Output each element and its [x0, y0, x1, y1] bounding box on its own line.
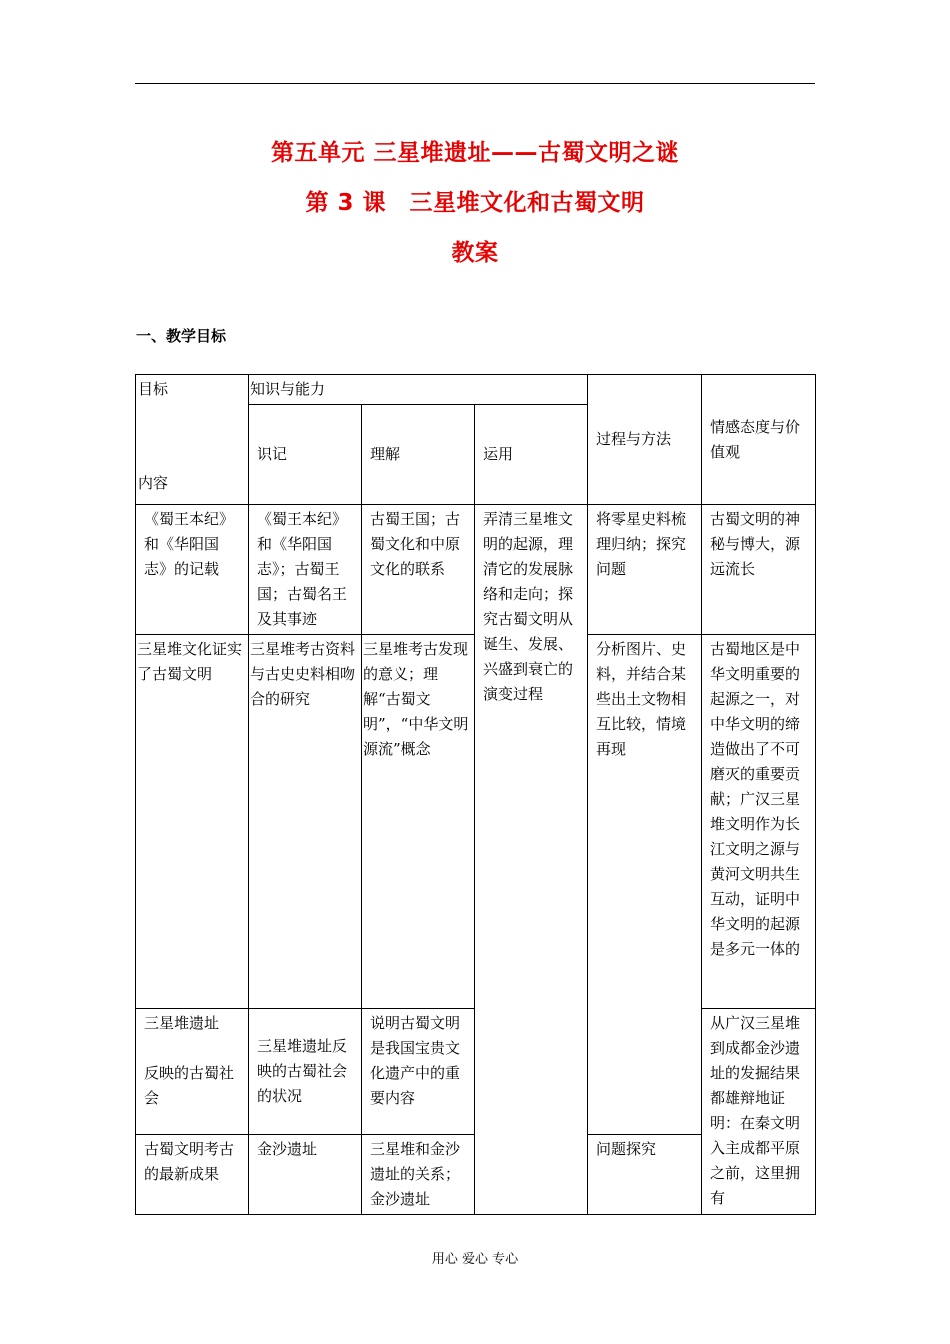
apply-cell: 弄清三星堆文明的起源，理清它的发展脉络和走向；探究古蜀文明从诞生、发展、兴盛到衰亡的演变过程	[475, 505, 588, 1215]
lesson-title: 第 3 课 三星堆文化和古蜀文明	[305, 190, 645, 216]
remember-cell: 三星堆遗址反映的古蜀社会的状况	[249, 1009, 362, 1135]
understand-cell: 说明古蜀文明是我国宝贵文化遗产中的重要内容	[362, 1009, 475, 1135]
content-cell: 三星堆遗址 反映的古蜀社会	[136, 1009, 249, 1135]
section-heading: 一、教学目标	[136, 327, 227, 345]
corner-label-content: 内容	[138, 474, 169, 492]
understand-cell: 三星堆考古发现的意义；理解“古蜀文明”，“中华文明源流”概念	[362, 635, 475, 1009]
content-cell: 《蜀王本纪》和《华阳国志》的记载	[136, 505, 249, 635]
unit-title: 第五单元 三星堆遗址——古蜀文明之谜	[270, 140, 679, 166]
remember-cell: 《蜀王本纪》和《华阳国志》；古蜀王国；古蜀名王及其事迹	[249, 505, 362, 635]
page-footer: 用心 爱心 专心	[431, 1252, 519, 1267]
header-row-1	[136, 375, 816, 405]
subheader-remember: 识记	[249, 405, 362, 505]
remember-cell: 金沙遗址	[249, 1135, 362, 1215]
attitude-cell: 古蜀文明的神秘与博大，源远流长	[702, 505, 816, 635]
attitude-cell: 古蜀地区是中华文明重要的起源之一，对中华文明的缔造做出了不可磨灭的重要贡献；广汉三星堆文明作为长江文明之源与黄河文明共生互动，证明中华文明的起源是多元一体的	[702, 635, 816, 1009]
doc-type-title: 教案	[451, 240, 499, 266]
process-cell: 问题探究	[588, 1135, 702, 1215]
knowledge-header: 知识与能力	[249, 375, 588, 405]
corner-label-goal: 目标	[138, 380, 169, 398]
understand-cell: 古蜀王国；古蜀文化和中原文化的联系	[362, 505, 475, 635]
process-header: 过程与方法	[588, 375, 702, 505]
attitude-header: 情感态度与价值观	[702, 375, 816, 505]
remember-cell: 三星堆考古资料与古史史料相吻合的研究	[249, 635, 362, 1009]
subheader-apply: 运用	[475, 405, 588, 505]
header-rule	[135, 83, 815, 84]
process-cell: 分析图片、史料，并结合某些出土文物相互比较，情境再现	[588, 635, 702, 1135]
table-row	[136, 505, 816, 635]
corner-cell	[136, 375, 249, 505]
content-cell: 古蜀文明考古的最新成果	[136, 1135, 249, 1215]
content-cell: 三星堆文化证实了古蜀文明	[136, 635, 249, 1009]
subheader-understand: 理解	[362, 405, 475, 505]
attitude-cell: 从广汉三星堆到成都金沙遗址的发掘结果都雄辩地证明：在秦文明入主成都平原之前，这里拥有	[702, 1009, 816, 1215]
understand-cell: 三星堆和金沙遗址的关系；金沙遗址	[362, 1135, 475, 1215]
teaching-goals-table	[135, 374, 816, 1215]
process-cell: 将零星史料梳理归纳；探究问题	[588, 505, 702, 635]
